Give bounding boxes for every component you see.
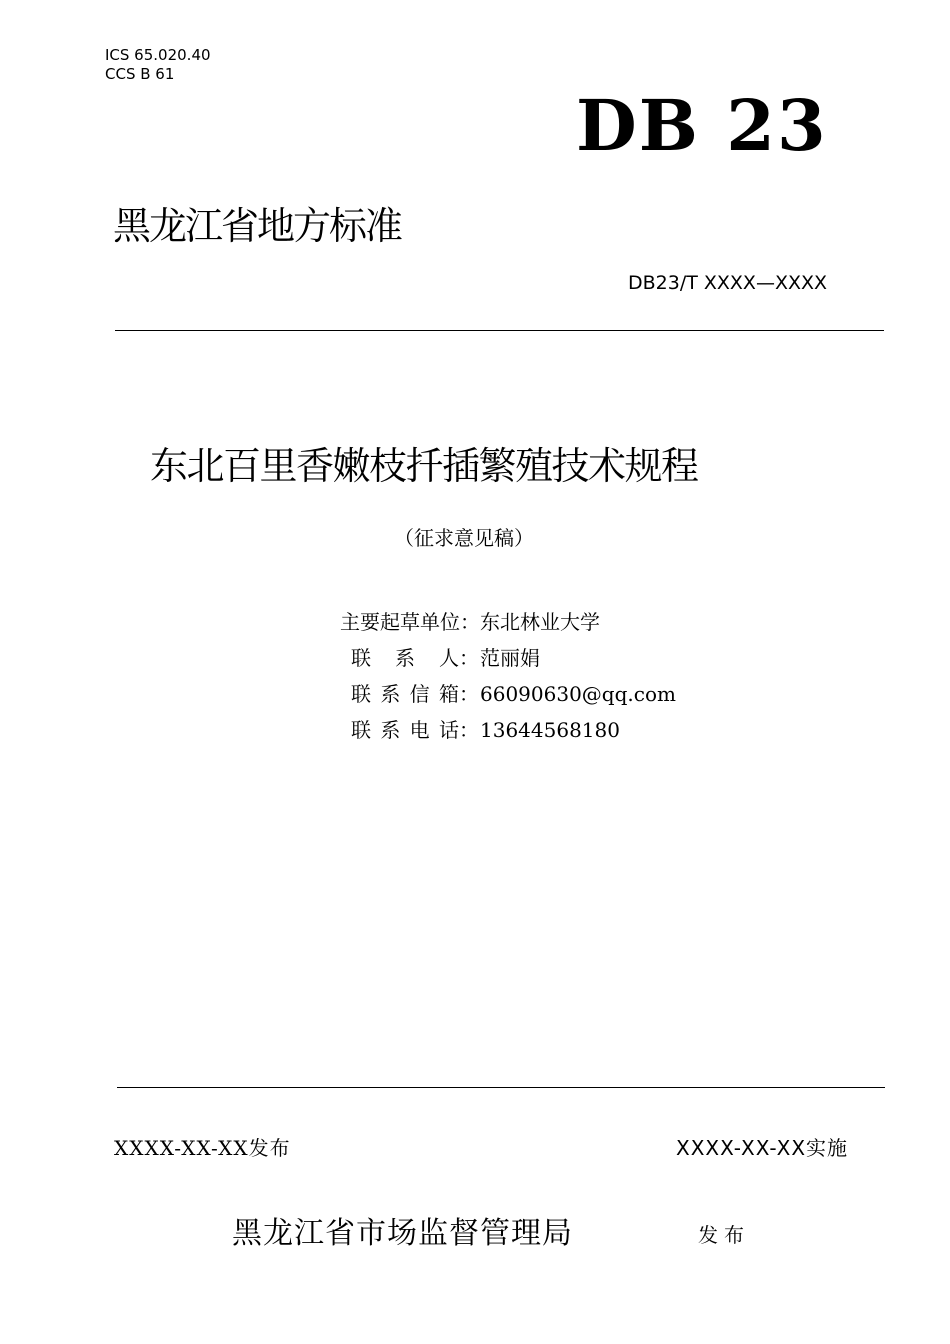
contact-row-email xyxy=(340,676,676,712)
person-label-char: 系 xyxy=(395,646,415,670)
person-label-char: 人 xyxy=(439,646,459,670)
email-label-char: 信 xyxy=(409,682,430,706)
phone-label xyxy=(351,712,480,748)
effective-date: XXXX-XX-XX实施 xyxy=(676,1136,849,1160)
email-label-char: 联 xyxy=(351,682,371,706)
document-title: 东北百里香嫩枝扦插繁殖技术规程 xyxy=(150,444,698,488)
unit-label: 主要起草单位： xyxy=(340,610,480,634)
phone-label-char: 电 xyxy=(409,718,430,742)
contact-row-phone xyxy=(340,712,676,748)
phone-colon: ： xyxy=(459,718,479,742)
classification-codes xyxy=(105,46,211,84)
email-label-char: 箱 xyxy=(438,682,459,706)
person-label xyxy=(351,640,480,676)
standard-type: 黑龙江省地方标准 xyxy=(113,204,402,248)
contact-block xyxy=(340,604,676,748)
person-label-char: 联 xyxy=(351,646,371,670)
publish-date: XXXX-XX-XX发布 xyxy=(114,1136,291,1160)
issuing-authority: 黑龙江省市场监督管理局 xyxy=(232,1216,573,1251)
issue-word: 发布 xyxy=(698,1223,750,1247)
email-label-char: 系 xyxy=(380,682,401,706)
unit-value: 东北林业大学 xyxy=(480,610,600,634)
db-code-heading: DB 23 xyxy=(576,84,828,167)
email-label xyxy=(351,676,480,712)
ics-code: ICS 65.020.40 xyxy=(105,46,211,64)
phone-label-char: 联 xyxy=(351,718,371,742)
person-value: 范丽娟 xyxy=(480,646,540,670)
contact-row-person xyxy=(340,640,676,676)
email-value: 66090630@qq.com xyxy=(480,682,676,706)
contact-row-unit xyxy=(340,604,676,640)
person-colon: ： xyxy=(459,646,479,670)
phone-label-char: 话 xyxy=(438,718,459,742)
standard-number: DB23/T XXXX—XXXX xyxy=(628,272,828,294)
phone-value: 13644568180 xyxy=(480,718,620,742)
draft-note: （征求意见稿） xyxy=(394,526,534,550)
phone-label-char: 系 xyxy=(380,718,401,742)
ccs-code: CCS B 61 xyxy=(105,65,175,83)
bottom-divider xyxy=(117,1087,885,1088)
top-divider xyxy=(115,330,884,331)
email-colon: ： xyxy=(459,682,479,706)
